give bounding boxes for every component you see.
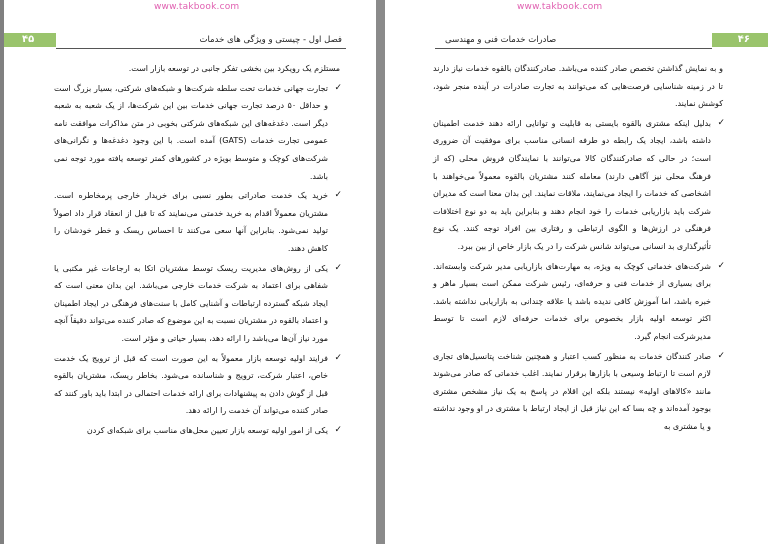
page-number-tab: [4, 33, 56, 47]
body-text: [54, 60, 340, 439]
bullet-text: یکی از روش‌های مدیریت ریسک توسط مشتریان اتکا به ارجاعات غیر مکتبی یا شفاهی برای اعتماد به شرکت خدمات خارجی می‌باشد. این بدان معنی است که ایجاد شبکه گسترده ارتباطات و آشنایی کامل با سنت‌های فرهنگی در ایجاد اطمینان و اعتماد بالقوه در مشتریان نسبت به این موضوع که صادر کننده می‌تواند دقیقاً آنچه مورد نیاز آن‌ها می‌باشد را ارائه دهد، بسیار حیاتی و مؤثر است.: [54, 263, 328, 343]
bullet-text: خرید یک خدمت صادراتی بطور نسبی برای خریدار خارجی پرمخاطره است. مشتریان معمولاً اقدام به خرید خدمتی می‌نمایند که تا قبل از انعقاد قرار داد اصولاً تولید نمی‌شود. بنابراین آنها سعی می‌کنند تا احساس ریسک و خطر خودشان را کاهش دهند.: [54, 191, 328, 253]
checkmark-icon: ✓: [717, 350, 725, 361]
header-rule: [435, 48, 712, 49]
checkmark-icon: ✓: [334, 82, 342, 93]
body-text: [433, 60, 723, 435]
paragraph: و به نمایش گذاشتن تخصص صادر کننده می‌باشد. صادرکنندگان بالقوه خدمات نیاز دارند تا در زمینه شناسایی فرصت‌هایی که می‌توانند به تجارت صادرات در آینده منجر شود، کوشش نمایند.: [433, 64, 723, 109]
checkmark-icon: ✓: [334, 424, 342, 435]
bullet-text: یکی از امور اولیه توسعه بازار تعیین محل‌های مناسب برای شبکه‌ای کردن: [86, 425, 328, 435]
bullet-item: [54, 422, 340, 440]
bullet-item: [433, 258, 723, 346]
running-header: صادرات خدمات فنی و مهندسی: [445, 35, 557, 45]
checkmark-icon: ✓: [334, 262, 342, 273]
bullet-text: صادر کنندگان خدمات به منظور کسب اعتبار و همچنین شناخت پتانسیل‌های تجاری لازم است تا ارتباط وسیعی با بازارها برقرار نمایند. اغلب خدماتی که صادر می‌شوند مانند «کالاهای اولیه» نیستند بلکه این اقلام در پاسخ به یک نیاز مشخص مشتری بوجود آمده‌اند و چه بسا که این نیاز قبل از ایجاد ارتباط با مشتری در او وجود نداشته و یا مشتری به: [433, 351, 711, 431]
checkmark-icon: ✓: [334, 190, 342, 201]
bullet-item: [433, 348, 723, 436]
page-left: [4, 0, 376, 544]
checkmark-icon: ✓: [717, 117, 725, 128]
page-number: ۴۵: [22, 34, 35, 45]
bullet-item: [54, 80, 340, 186]
watermark: www.takbook.com: [517, 2, 603, 12]
bullet-item: [54, 260, 340, 348]
bullet-item: [433, 115, 723, 256]
page-number-tab: [712, 33, 768, 47]
page-right: [385, 0, 768, 544]
bullet-text: بدلیل اینکه مشتری بالقوه بایستی به قابلیت و توانایی ارائه دهند خدمت اطمینان داشته باشد، ایجاد یک رابطه دو طرفه انسانی مناسب برای موفقیت آن ضروری است؛ در حالی که صادرکنندگان کالا می‌توانند با نمایندگان فروش محلی (که از فرهنگ محلی نیز آگاهی دارند) معامله کنند مشتریان بالقوه معمولاً می‌خواهند با اشخاصی که خدمات را ایجاد می‌نمایند، ملاقات نمایند. این بدان معنا است که مدیران شرکت باید بازاریابی خدمات را خود انجام دهند و بنابراین باید به دو نوع اختلافات فرهنگی در ارزش‌ها و الگوی ارتباطی و رفتاری بین افراد توجه کنند. یک نوع تأثیرگذاری بد انسانی می‌تواند شانس شرکت را در یک بازار خاص از بین ببرد.: [433, 118, 711, 251]
bullet-text: تجارت جهانی خدمات تحت سلطه شرکت‌ها و شبکه‌های شرکتی، بسیار بزرگ است و حداقل ۵۰ درصد تجارت جهانی خدمات بین این شرکت‌ها، از یک شعبه به شعبه دیگر است. دغدغه‌های این شبکه‌های شرکتی بخوبی در متن مذاکرات موافقت نامه عمومی تجارت خدمات (GATS) آمده است. با این وجود دغدغه‌ها و نگرانی‌های شرکت‌های کوچک و متوسط بویژه در کشورهای کمتر توسعه یافته مورد توجه نمی باشد.: [54, 83, 329, 181]
watermark: www.takbook.com: [154, 2, 240, 12]
checkmark-icon: ✓: [717, 260, 725, 271]
bullet-text: فرایند اولیه توسعه بازار معمولاً به این صورت است که قبل از ترویج یک خدمت خاص، اعتبار شرکت، ترویج و شناسانده می‌شود. بخاطر ریسک، مشتریان بالقوه قبل از گوش دادن به پیشنهادات برای ارائه خدمات احتمالی در ابتدا باید باور کنند که صادر کننده می‌تواند آن خدمت را ارائه دهد.: [54, 353, 328, 416]
page-number: ۴۶: [737, 34, 750, 45]
checkmark-icon: ✓: [334, 352, 342, 363]
bullet-item: [54, 187, 340, 257]
header-rule: [56, 48, 346, 49]
running-header: فصل اول - چیستی و ویژگی های خدمات: [199, 35, 342, 45]
bullet-item: [54, 350, 340, 420]
paragraph: مستلزم یک رویکرد بین بخشی تفکر جانبی در توسعه بازار است.: [128, 64, 340, 73]
bullet-text: شرکت‌های خدماتی کوچک به ویژه، به مهارت‌های بازاریابی مدیر شرکت وابسته‌اند. برای بسیاری از خدمات فنی و حرفه‌ای، رئیس شرکت ممکن است بسیار ماهر و خبره باشد، اما آموزش کافی ندیده باشد یا علاقه چندانی به بازاریابی نداشته باشد. اکثر توسعه اولیه بازار بخصوص برای خدمات حرفه‌ای لازم است تا توسط مدیرشرکت انجام گیرد.: [433, 261, 711, 341]
page-gutter: [376, 0, 385, 544]
